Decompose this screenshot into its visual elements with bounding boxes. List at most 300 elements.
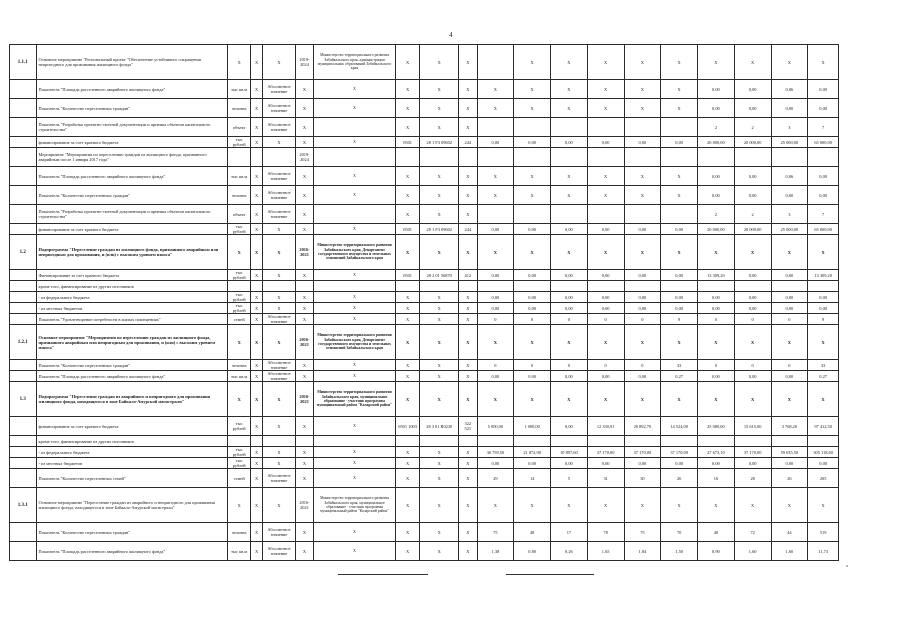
cell-period-flag: X xyxy=(250,235,262,270)
cell-target-article: X xyxy=(420,469,459,488)
cell-year-2017: 31 xyxy=(587,469,624,488)
cell-value-type xyxy=(263,281,296,292)
cell-year-2015: 0,00 xyxy=(514,224,551,235)
corner-mark: ▫ xyxy=(846,564,849,570)
cell-value-type: Абсолютное значение xyxy=(263,360,296,371)
cell-year-2018 xyxy=(624,281,661,292)
cell-target-article: X xyxy=(420,118,459,137)
cell-year-2021: 28 xyxy=(734,469,771,488)
cell-target-article: X xyxy=(420,205,459,224)
cell-unit: X xyxy=(228,45,250,80)
cell-year-2020: 27 673,10 xyxy=(698,447,735,458)
cell-year-2022: X xyxy=(771,382,808,417)
cell-name: - из федерального бюджета xyxy=(36,447,228,458)
cell-year-2020: 20 000,00 xyxy=(698,137,735,148)
cell-year-2015: X xyxy=(514,80,551,99)
table-row xyxy=(10,45,839,80)
cell-name: финансирование за счет краевого бюджета xyxy=(36,224,228,235)
cell-period-flag: X xyxy=(250,447,262,458)
cell-year-2016: 10 897,60 xyxy=(551,447,588,458)
cell-year-2016: 5 xyxy=(551,469,588,488)
table-row xyxy=(10,186,839,205)
cell-year-2017: 0,00 xyxy=(587,303,624,314)
cell-responsible: Министерство территориального развития Забайкальского края, муниципальное образование - участник программы муниципальный район "Каларский район" xyxy=(314,382,396,417)
cell-year-2016: X xyxy=(551,80,588,99)
cell-year-2021: 1,60 xyxy=(734,542,771,561)
cell-responsible: X xyxy=(314,137,396,148)
cell-year-2014 xyxy=(477,205,514,224)
cell-period-flag: X xyxy=(250,382,262,417)
cell-expense-type: X xyxy=(459,382,477,417)
cell-total: 7 xyxy=(808,205,839,224)
cell-year-2017: 1,65 xyxy=(587,542,624,561)
cell-year-2022: 59 035,50 xyxy=(771,447,808,458)
cell-unit: семей xyxy=(228,469,250,488)
cell-target-article: X xyxy=(420,45,459,80)
cell-code xyxy=(10,314,37,325)
cell-year-2016: X xyxy=(551,382,588,417)
cell-expense-type: X xyxy=(459,99,477,118)
cell-responsible: X xyxy=(314,224,396,235)
cell-name: кроме того, финансирование из других источников xyxy=(36,281,228,292)
table-row xyxy=(10,167,839,186)
cell-expense-type: X xyxy=(459,167,477,186)
cell-responsible: Министерство территориального развития Забайкальского края, Департамент государственного имущества и земельных отношений Забайкальского края xyxy=(314,325,396,360)
cell-year-2017: 0 xyxy=(587,360,624,371)
cell-year-2020: 0,00 xyxy=(698,303,735,314)
cell-total: 0,00 xyxy=(808,292,839,303)
cell-year-2016: 0,00 xyxy=(551,458,588,469)
cell-year-2015: X xyxy=(514,186,551,205)
cell-year-2018: 75 xyxy=(624,523,661,542)
cell-year-2018: X xyxy=(624,325,661,360)
cell-period-flag xyxy=(250,148,262,167)
cell-year-2021: 2 xyxy=(734,118,771,137)
cell-target-article: 28 1 F3 09602 xyxy=(420,137,459,148)
cell-unit: тыс кв.м xyxy=(228,371,250,382)
cell-year-2017: 0,00 xyxy=(587,458,624,469)
cell-total xyxy=(808,148,839,167)
cell-year-2021: 2 xyxy=(734,205,771,224)
cell-year-2020: 0 xyxy=(698,360,735,371)
cell-year-2018: X xyxy=(624,382,661,417)
cell-year-2021: 20 000,00 xyxy=(734,224,771,235)
cell-expense-type: 412 xyxy=(459,270,477,281)
cell-target-article: 28 2 01 56870 xyxy=(420,270,459,281)
cell-responsible: X xyxy=(314,523,396,542)
cell-value-type: X xyxy=(263,458,296,469)
cell-year-2021: 37 170,00 xyxy=(734,447,771,458)
cell-expense-type: X xyxy=(459,371,477,382)
cell-code: 1.3 xyxy=(10,382,37,417)
cell-responsible: X xyxy=(314,314,396,325)
cell-year-2016: 0,00 xyxy=(551,303,588,314)
cell-expense-type: X xyxy=(459,325,477,360)
cell-year-2016: X xyxy=(551,99,588,118)
cell-year-2015 xyxy=(514,148,551,167)
cell-responsible xyxy=(314,281,396,292)
cell-unit: человек xyxy=(228,360,250,371)
cell-code xyxy=(10,458,37,469)
cell-value-type: Абсолютное значение xyxy=(263,167,296,186)
cell-year-2018: X xyxy=(624,488,661,523)
cell-year-2014: 0,00 xyxy=(477,303,514,314)
cell-year-2019 xyxy=(661,205,698,224)
cell-expense-type: X xyxy=(459,292,477,303)
cell-expense-type: X xyxy=(459,458,477,469)
cell-value-type: Абсолютное значение xyxy=(263,314,296,325)
cell-year-2021: 0,00 xyxy=(734,186,771,205)
cell-expense-type: X xyxy=(459,447,477,458)
cell-period-flag: X xyxy=(250,186,262,205)
cell-years: X xyxy=(295,542,313,561)
cell-year-2021: 0,00 xyxy=(734,167,771,186)
cell-responsible: Министерство территориального развития Забайкальского края, муниципальное образование - участник программы муниципальный район "Каларский район" xyxy=(314,488,396,523)
cell-year-2020: 40 xyxy=(698,523,735,542)
cell-years: X xyxy=(295,186,313,205)
cell-section: X xyxy=(395,360,420,371)
cell-year-2019 xyxy=(661,281,698,292)
cell-responsible: X xyxy=(314,303,396,314)
cell-year-2019: 1,50 xyxy=(661,542,698,561)
cell-year-2021: 20 000,00 xyxy=(734,137,771,148)
cell-value-type: Абсолютное значение xyxy=(263,205,296,224)
cell-year-2018 xyxy=(624,436,661,447)
cell-years: 2016-2021 xyxy=(295,325,313,360)
cell-year-2019: X xyxy=(661,167,698,186)
cell-year-2014: X xyxy=(477,235,514,270)
cell-year-2020: 20 000,00 xyxy=(698,224,735,235)
cell-responsible: X xyxy=(314,99,396,118)
cell-year-2018: X xyxy=(624,80,661,99)
cell-value-type: X xyxy=(263,447,296,458)
cell-expense-type: 322 521 xyxy=(459,417,477,436)
cell-value-type xyxy=(263,436,296,447)
cell-unit: тыс рублей xyxy=(228,447,250,458)
cell-name: Финансирование за счет краевого бюджета xyxy=(36,270,228,281)
cell-name: Показатель "Количество переселенных граждан" xyxy=(36,360,228,371)
cell-year-2018: X xyxy=(624,167,661,186)
cell-year-2015: 0,80 xyxy=(514,542,551,561)
cell-value-type: Абсолютное значение xyxy=(263,186,296,205)
cell-code xyxy=(10,292,37,303)
cell-year-2022: X xyxy=(771,45,808,80)
cell-section: X xyxy=(395,205,420,224)
cell-target-article: X xyxy=(420,292,459,303)
cell-value-type: X xyxy=(263,137,296,148)
cell-year-2020: 16 xyxy=(698,469,735,488)
cell-name: финансирование за счет краевого бюджета xyxy=(36,137,228,148)
cell-year-2018: 30 xyxy=(624,469,661,488)
cell-code xyxy=(10,137,37,148)
cell-year-2016: 0,00 xyxy=(551,224,588,235)
cell-code xyxy=(10,80,37,99)
cell-expense-type: 244 xyxy=(459,224,477,235)
cell-years: X xyxy=(295,447,313,458)
cell-year-2015: 0 xyxy=(514,360,551,371)
cell-years: X xyxy=(295,458,313,469)
cell-period-flag: X xyxy=(250,523,262,542)
cell-year-2020: 0,00 xyxy=(698,167,735,186)
cell-year-2018 xyxy=(624,205,661,224)
cell-value-type: Абсолютное значение xyxy=(263,371,296,382)
cell-year-2017 xyxy=(587,205,624,224)
cell-unit: семей xyxy=(228,314,250,325)
cell-target-article: X xyxy=(420,542,459,561)
cell-year-2015: X xyxy=(514,45,551,80)
cell-target-article: X xyxy=(420,371,459,382)
cell-period-flag: X xyxy=(250,205,262,224)
cell-year-2021: X xyxy=(734,325,771,360)
cell-year-2014: 0,00 xyxy=(477,224,514,235)
cell-year-2021: 0,00 xyxy=(734,371,771,382)
cell-expense-type: 244 xyxy=(459,137,477,148)
cell-period-flag: X xyxy=(250,314,262,325)
cell-expense-type xyxy=(459,436,477,447)
cell-year-2016 xyxy=(551,436,588,447)
cell-year-2016: 0,26 xyxy=(551,542,588,561)
cell-year-2022: 0 xyxy=(771,314,808,325)
cell-total: 11,73 xyxy=(808,542,839,561)
cell-unit: объект xyxy=(228,118,250,137)
cell-section: X xyxy=(395,235,420,270)
cell-code xyxy=(10,281,37,292)
cell-year-2019: 33 xyxy=(661,360,698,371)
cell-responsible: X xyxy=(314,447,396,458)
cell-target-article: X xyxy=(420,360,459,371)
cell-value-type: Абсолютное значение xyxy=(263,80,296,99)
table-body xyxy=(10,45,839,561)
cell-year-2018: 0,00 xyxy=(624,303,661,314)
cell-year-2016 xyxy=(551,148,588,167)
cell-name: Подпрограмма "Переселение граждан из аварийного и непригодного для проживания жилищного фонда, находящегося в зоне Байкало-Амурской магистрали" xyxy=(36,382,228,417)
cell-year-2018: 0,00 xyxy=(624,458,661,469)
cell-year-2016: X xyxy=(551,45,588,80)
bottom-divider-right xyxy=(506,574,594,575)
cell-unit: тыс рублей xyxy=(228,137,250,148)
cell-year-2019: X xyxy=(661,235,698,270)
cell-section: X xyxy=(395,45,420,80)
cell-year-2016: X xyxy=(551,325,588,360)
cell-responsible: X xyxy=(314,186,396,205)
cell-years: 2019-2024 xyxy=(295,45,313,80)
cell-period-flag: X xyxy=(250,224,262,235)
table-row xyxy=(10,235,839,270)
cell-period-flag xyxy=(250,281,262,292)
cell-section: X xyxy=(395,303,420,314)
cell-responsible: X xyxy=(314,371,396,382)
cell-year-2019: 0,00 xyxy=(661,137,698,148)
cell-name: Показатель "Количество переселенных граждан" xyxy=(36,186,228,205)
cell-period-flag: X xyxy=(250,118,262,137)
cell-years: X xyxy=(295,360,313,371)
cell-target-article: 28 1 F3 09602 xyxy=(420,224,459,235)
cell-year-2019 xyxy=(661,118,698,137)
cell-target-article: X xyxy=(420,314,459,325)
cell-code xyxy=(10,167,37,186)
cell-year-2016: 0 xyxy=(551,360,588,371)
cell-years: X xyxy=(295,137,313,148)
cell-year-2014: 0,00 xyxy=(477,137,514,148)
cell-year-2022: 0,00 xyxy=(771,270,808,281)
cell-total: 0,27 xyxy=(808,371,839,382)
cell-year-2022: X xyxy=(771,488,808,523)
cell-year-2016: X xyxy=(551,235,588,270)
cell-responsible xyxy=(314,148,396,167)
page-number: 4 xyxy=(449,31,453,39)
cell-target-article: X xyxy=(420,523,459,542)
cell-value-type: X xyxy=(263,325,296,360)
cell-expense-type: X xyxy=(459,303,477,314)
cell-code: 1.3.1 xyxy=(10,488,37,523)
cell-expense-type: X xyxy=(459,205,477,224)
cell-year-2015: 14 xyxy=(514,469,551,488)
cell-code: 1.2.1 xyxy=(10,325,37,360)
cell-total: 0,00 xyxy=(808,186,839,205)
cell-total: 33 xyxy=(808,360,839,371)
cell-code: 1.2 xyxy=(10,235,37,270)
cell-year-2016: 0 xyxy=(551,314,588,325)
cell-year-2015: X xyxy=(514,488,551,523)
table-row xyxy=(10,314,839,325)
cell-period-flag: X xyxy=(250,99,262,118)
cell-period-flag: X xyxy=(250,137,262,148)
cell-year-2019: X xyxy=(661,186,698,205)
cell-code: 1.1.1 xyxy=(10,45,37,80)
cell-year-2019: 0,00 xyxy=(661,292,698,303)
cell-period-flag: X xyxy=(250,270,262,281)
cell-year-2018: 1,84 xyxy=(624,542,661,561)
cell-year-2019: X xyxy=(661,45,698,80)
cell-expense-type: X xyxy=(459,118,477,137)
cell-year-2015: X xyxy=(514,382,551,417)
cell-value-type: X xyxy=(263,303,296,314)
cell-year-2015: 0,00 xyxy=(514,303,551,314)
cell-responsible: X xyxy=(314,458,396,469)
cell-value-type: Абсолютное значение xyxy=(263,542,296,561)
cell-year-2014 xyxy=(477,45,514,80)
cell-year-2018 xyxy=(624,148,661,167)
cell-year-2022: 0,00 xyxy=(771,303,808,314)
cell-responsible xyxy=(314,436,396,447)
cell-year-2014: X xyxy=(477,382,514,417)
cell-year-2016 xyxy=(551,205,588,224)
cell-target-article: X xyxy=(420,382,459,417)
table-row xyxy=(10,137,839,148)
cell-year-2017: 0,00 xyxy=(587,224,624,235)
cell-expense-type: X xyxy=(459,186,477,205)
cell-value-type: X xyxy=(263,224,296,235)
table-row xyxy=(10,224,839,235)
cell-year-2014: 0,00 xyxy=(477,371,514,382)
cell-value-type: X xyxy=(263,382,296,417)
cell-section: 0501 xyxy=(395,137,420,148)
cell-total: 305 118,60 xyxy=(808,447,839,458)
cell-unit: тыс рублей xyxy=(228,292,250,303)
table-row xyxy=(10,488,839,523)
cell-name: финансирование за счет краевого бюджета xyxy=(36,417,228,436)
cell-name: Показатель "Площадь расселенного аварийного жилищного фонда" xyxy=(36,167,228,186)
cell-responsible: X xyxy=(314,270,396,281)
cell-year-2022 xyxy=(771,148,808,167)
cell-period-flag: X xyxy=(250,458,262,469)
table-row xyxy=(10,99,839,118)
cell-period-flag xyxy=(250,436,262,447)
cell-year-2014: 29 xyxy=(477,469,514,488)
cell-responsible xyxy=(314,205,396,224)
cell-section: X xyxy=(395,80,420,99)
cell-period-flag: X xyxy=(250,292,262,303)
cell-total: 0,00 xyxy=(808,303,839,314)
cell-year-2020: 0,90 xyxy=(698,542,735,561)
cell-responsible: X xyxy=(314,360,396,371)
cell-target-article: X xyxy=(420,303,459,314)
cell-section: X xyxy=(395,99,420,118)
cell-years: X xyxy=(295,314,313,325)
cell-unit: тыс рублей xyxy=(228,458,250,469)
cell-name: Показатель "Удовлетворение потребности в жилых помещениях" xyxy=(36,314,228,325)
cell-unit: тыс рублей xyxy=(228,303,250,314)
cell-name: Показатель "Площадь расселенного аварийного жилищного фонда" xyxy=(36,542,228,561)
cell-year-2017: X xyxy=(587,99,624,118)
cell-year-2017: 0,00 xyxy=(587,270,624,281)
cell-years: X xyxy=(295,167,313,186)
cell-year-2022: 0,06 xyxy=(771,80,808,99)
cell-code xyxy=(10,99,37,118)
cell-year-2015: 0,00 xyxy=(514,292,551,303)
cell-unit: X xyxy=(228,382,250,417)
cell-unit: человек xyxy=(228,186,250,205)
cell-code xyxy=(10,205,37,224)
cell-year-2022: 0,00 xyxy=(771,292,808,303)
cell-year-2020: 0,00 xyxy=(698,292,735,303)
cell-name: Основное мероприятие "Мероприятия по переселению граждан из жилищного фонда, признанного аварийным или непригодным для проживания, и (или) с высоким уровнем износа" xyxy=(36,325,228,360)
cell-year-2017: 0,00 xyxy=(587,137,624,148)
cell-target-article: X xyxy=(420,80,459,99)
cell-section: 0501 1003 xyxy=(395,417,420,436)
cell-total: X xyxy=(808,382,839,417)
cell-name: - из федерального бюджета xyxy=(36,292,228,303)
cell-name: - из местных бюджетов xyxy=(36,303,228,314)
cell-year-2014 xyxy=(477,436,514,447)
cell-year-2021: 0 xyxy=(734,314,771,325)
cell-name: Подпрограмма "Переселение граждан из жилищного фонда, признанного аварийным или непригодным для проживания, и (или) с высоким уровнем износа" xyxy=(36,235,228,270)
cell-total: 205 xyxy=(808,469,839,488)
cell-year-2022: 25 000,00 xyxy=(771,137,808,148)
cell-code xyxy=(10,469,37,488)
cell-year-2019: 37 170,00 xyxy=(661,447,698,458)
table-row xyxy=(10,382,839,417)
cell-responsible xyxy=(314,118,396,137)
cell-year-2017: X xyxy=(587,80,624,99)
cell-name: Показатель "Разработка проектно-сметной документации и приемка объектов капитального строительства" xyxy=(36,205,228,224)
cell-year-2018: 0 xyxy=(624,314,661,325)
table-row xyxy=(10,325,839,360)
cell-year-2018: X xyxy=(624,99,661,118)
cell-total: 0,00 xyxy=(808,167,839,186)
cell-year-2022: 3 xyxy=(771,205,808,224)
table-row xyxy=(10,292,839,303)
cell-year-2017 xyxy=(587,118,624,137)
table-row xyxy=(10,436,839,447)
cell-section: X xyxy=(395,458,420,469)
cell-year-2021: 0,00 xyxy=(734,270,771,281)
table-row xyxy=(10,542,839,561)
cell-year-2014: 0,00 xyxy=(477,270,514,281)
cell-name: Показатель "Площадь расселенного аварийного жилищного фонда" xyxy=(36,371,228,382)
cell-year-2015: 0,00 xyxy=(514,371,551,382)
cell-year-2021: X xyxy=(734,235,771,270)
